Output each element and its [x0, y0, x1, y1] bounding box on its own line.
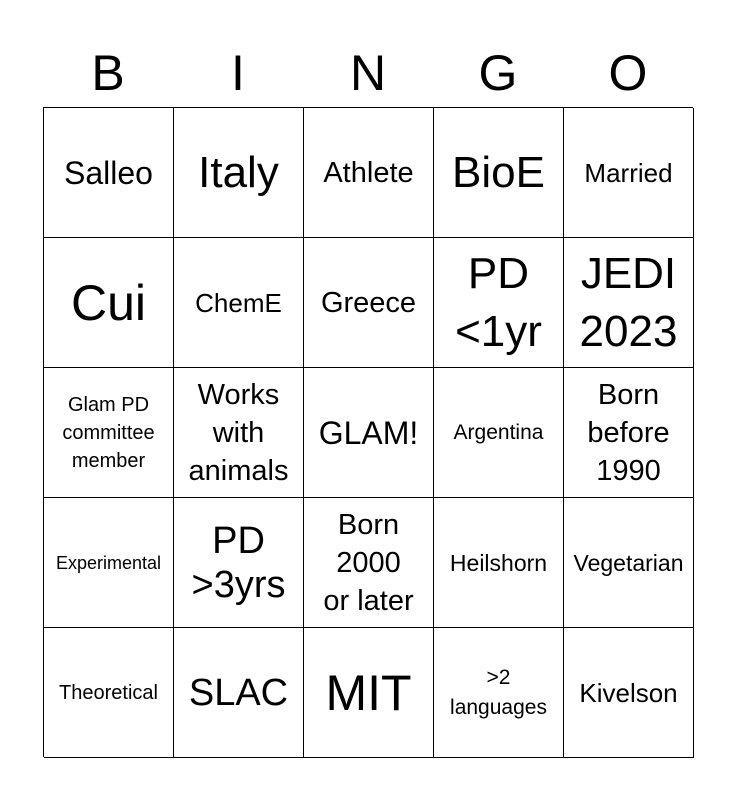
bingo-cell-label: >2 languages — [450, 665, 547, 719]
bingo-cell[interactable] — [44, 368, 174, 498]
bingo-cell[interactable] — [304, 368, 434, 498]
bingo-cell-label: Experimental — [55, 552, 162, 573]
bingo-cell[interactable] — [44, 498, 174, 628]
bingo-cell[interactable] — [434, 368, 564, 498]
bingo-cell[interactable] — [44, 628, 174, 758]
bingo-cell-label: Married — [584, 157, 673, 188]
bingo-cell[interactable] — [564, 628, 694, 758]
bingo-cell[interactable] — [174, 628, 304, 758]
bingo-cell-label: MIT — [325, 664, 412, 721]
bingo-cell[interactable] — [304, 238, 434, 368]
bingo-cell-label: SLAC — [188, 671, 289, 714]
bingo-cell[interactable] — [44, 108, 174, 238]
header-letter-b: B — [91, 45, 125, 101]
bingo-cell-label: PD <1yr — [455, 248, 542, 356]
bingo-cell-label: BioE — [452, 147, 545, 197]
bingo-cell-label: Born 2000 or later — [323, 508, 414, 617]
bingo-cell[interactable] — [564, 108, 694, 238]
bingo-cell[interactable] — [434, 628, 564, 758]
bingo-cell[interactable] — [44, 238, 174, 368]
bingo-cell[interactable] — [434, 108, 564, 238]
bingo-cell-label: Greece — [320, 286, 417, 319]
header-letter-i: I — [231, 45, 245, 101]
bingo-cell-label: Argentina — [453, 420, 544, 444]
bingo-cell[interactable] — [564, 238, 694, 368]
header-letter-n: N — [349, 45, 387, 101]
bingo-cell-label: Glam PD committee member — [62, 393, 155, 472]
bingo-cell-label: GLAM! — [318, 414, 419, 451]
bingo-cell-label: PD >3yrs — [191, 519, 286, 606]
bingo-cell-label: Kivelson — [579, 677, 678, 708]
bingo-cell[interactable] — [434, 498, 564, 628]
bingo-cell[interactable] — [304, 498, 434, 628]
bingo-cell-label: Works with animals — [188, 378, 289, 487]
bingo-cell[interactable] — [304, 108, 434, 238]
bingo-cell[interactable] — [304, 628, 434, 758]
bingo-cell[interactable] — [564, 498, 694, 628]
bingo-cell-label: ChemE — [195, 287, 282, 318]
bingo-cell-label: Athlete — [323, 156, 414, 189]
bingo-cell-label: Born before 1990 — [587, 378, 670, 487]
header-letter-o: O — [608, 45, 648, 101]
header-letter-g: G — [478, 45, 518, 101]
bingo-cell-label: Theoretical — [59, 681, 158, 704]
bingo-cell-label: Vegetarian — [573, 549, 684, 576]
bingo-cell[interactable] — [174, 238, 304, 368]
bingo-cell[interactable] — [174, 498, 304, 628]
bingo-cell[interactable] — [564, 368, 694, 498]
bingo-cell-label: Italy — [198, 147, 279, 197]
bingo-cell-label: JEDI 2023 — [579, 248, 678, 356]
bingo-cell-label: Salleo — [64, 154, 153, 191]
bingo-cell[interactable] — [174, 368, 304, 498]
bingo-header — [43, 38, 693, 108]
bingo-card-grid — [43, 107, 693, 757]
bingo-cell-label: Cui — [70, 274, 147, 331]
bingo-cell[interactable] — [434, 238, 564, 368]
bingo-cell[interactable] — [174, 108, 304, 238]
bingo-cell-label: Heilshorn — [449, 549, 548, 576]
